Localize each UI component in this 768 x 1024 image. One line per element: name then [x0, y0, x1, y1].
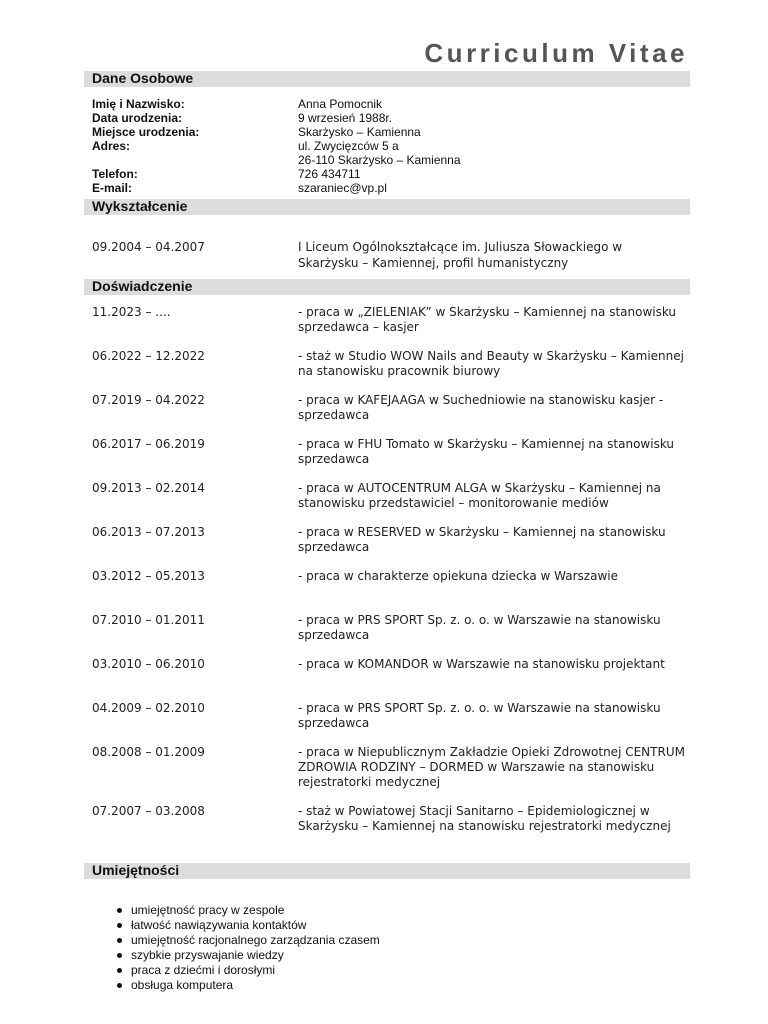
field-value: 26-110 Skarżysko – Kamienna: [298, 153, 461, 167]
entry-text: - staż w Studio WOW Nails and Beauty w Skarżysku – Kamiennej na stanowisku pracownik biurowy: [298, 349, 684, 378]
section-header-skills: [84, 863, 690, 879]
skill-item: obsługa komputera: [117, 978, 380, 993]
entry-text: - praca w Niepublicznym Zakładzie Opieki Zdrowotnej CENTRUM ZDROWIA RODZINY – DORMED w Warszawie na stanowisku rejestratorki medycznej: [298, 745, 685, 789]
field-value: 9 wrzesień 1988r.: [298, 111, 393, 125]
experience-entry: [92, 305, 692, 335]
field-value: szaraniec@vp.pl: [298, 181, 387, 195]
section-title: Doświadczenie: [92, 278, 193, 294]
skill-item: łatwość nawiązywania kontaktów: [117, 918, 380, 933]
section-header-experience: [84, 279, 690, 295]
entry-text: - praca w PRS SPORT Sp. z. o. o. w Warszawie na stanowisku sprzedawca: [298, 701, 661, 730]
personal-row: [92, 181, 692, 195]
personal-row: [92, 167, 692, 181]
field-label: E-mail:: [92, 181, 133, 195]
experience-entry: [92, 804, 692, 834]
field-label: Telefon:: [92, 167, 138, 181]
personal-row: [92, 97, 692, 111]
entry-text: - praca w AUTOCENTRUM ALGA w Skarżysku – Kamiennej na stanowisku przedstawiciel – monitorowanie mediów: [298, 481, 661, 510]
field-value: 726 434711: [298, 167, 361, 181]
entry-date: 04.2009 – 02.2010: [92, 701, 205, 715]
field-label: Adres:: [92, 139, 131, 153]
skill-item: umiejętność racjonalnego zarządzania czasem: [117, 933, 380, 948]
entry-date: 03.2012 – 05.2013: [92, 569, 205, 583]
experience-entry: [92, 657, 692, 687]
section-header-education: [84, 199, 690, 215]
entry-text: - praca w RESERVED w Skarżysku – Kamiennej na stanowisku sprzedawca: [298, 525, 666, 554]
field-value: Skarżysko – Kamienna: [298, 125, 421, 139]
entry-text: I Liceum Ogólnokształcące im. Juliusza Słowackiego w Skarżysku – Kamiennej, profil humanistyczny: [298, 240, 623, 270]
entry-date: 11.2023 – ....: [92, 305, 171, 319]
education-entry: [92, 239, 692, 271]
field-label: Miejsce urodzenia:: [92, 125, 200, 139]
experience-entry: [92, 481, 692, 511]
personal-data: [92, 97, 692, 195]
entry-text: - praca w charakterze opiekuna dziecka w Warszawie: [298, 569, 618, 583]
field-label: [92, 153, 298, 167]
section-title: Dane Osobowe: [92, 70, 194, 86]
entry-text: - staż w Powiatowej Stacji Sanitarno – Epidemiologicznej w Skarżysku – Kamiennej na stanowisku rejestratorki medycznej: [298, 804, 671, 833]
field-value: Anna Pomocnik: [298, 97, 383, 111]
entry-text: - praca w KAFEJAAGA w Suchedniowie na stanowisku kasjer - sprzedawca: [298, 393, 664, 422]
field-value: ul. Zwycięzców 5 a: [298, 139, 399, 153]
field-label: Data urodzenia:: [92, 111, 183, 125]
skill-item: szybkie przyswajanie wiedzy: [117, 948, 380, 963]
experience-entry: [92, 701, 692, 731]
entry-text: - praca w „ZIELENIAK” w Skarżysku – Kamiennej na stanowisku sprzedawca – kasjer: [298, 305, 677, 334]
entry-date: 03.2010 – 06.2010: [92, 657, 205, 671]
experience-entry: [92, 393, 692, 423]
personal-row: [92, 139, 692, 153]
personal-row: [92, 111, 692, 125]
entry-date: 06.2013 – 07.2013: [92, 525, 205, 539]
experience-entry: [92, 569, 692, 599]
document-title: Curriculum Vitae: [424, 38, 688, 68]
entry-date: 08.2008 – 01.2009: [92, 745, 205, 759]
section-header-personal: [84, 71, 690, 87]
skills-list: [117, 903, 380, 993]
entry-date: 07.2007 – 03.2008: [92, 804, 205, 818]
experience-entry: [92, 349, 692, 379]
field-label: Imię i Nazwisko:: [92, 97, 185, 111]
experience-entry: [92, 613, 692, 643]
entry-date: 06.2017 – 06.2019: [92, 437, 205, 451]
entry-text: - praca w FHU Tomato w Skarżysku – Kamiennej na stanowisku sprzedawca: [298, 437, 675, 466]
experience-entry: [92, 525, 692, 555]
entry-text: - praca w KOMANDOR w Warszawie na stanowisku projektant: [298, 657, 665, 671]
experience-entry: [92, 437, 692, 467]
experience-entry: [92, 745, 692, 790]
personal-row: [92, 153, 692, 167]
experience-list: [92, 305, 692, 848]
personal-row: [92, 125, 692, 139]
entry-date: 07.2010 – 01.2011: [92, 613, 205, 627]
section-title: Wykształcenie: [92, 198, 188, 214]
entry-text: - praca w PRS SPORT Sp. z. o. o. w Warszawie na stanowisku sprzedawca: [298, 613, 661, 642]
section-title: Umiejętności: [92, 862, 180, 878]
skill-item: umiejętność pracy w zespole: [117, 903, 380, 918]
entry-date: 09.2013 – 02.2014: [92, 481, 205, 495]
skill-item: praca z dziećmi i dorosłymi: [117, 963, 380, 978]
entry-date: 07.2019 – 04.2022: [92, 393, 205, 407]
entry-date: 06.2022 – 12.2022: [92, 349, 205, 363]
entry-date: 09.2004 – 04.2007: [92, 240, 205, 254]
